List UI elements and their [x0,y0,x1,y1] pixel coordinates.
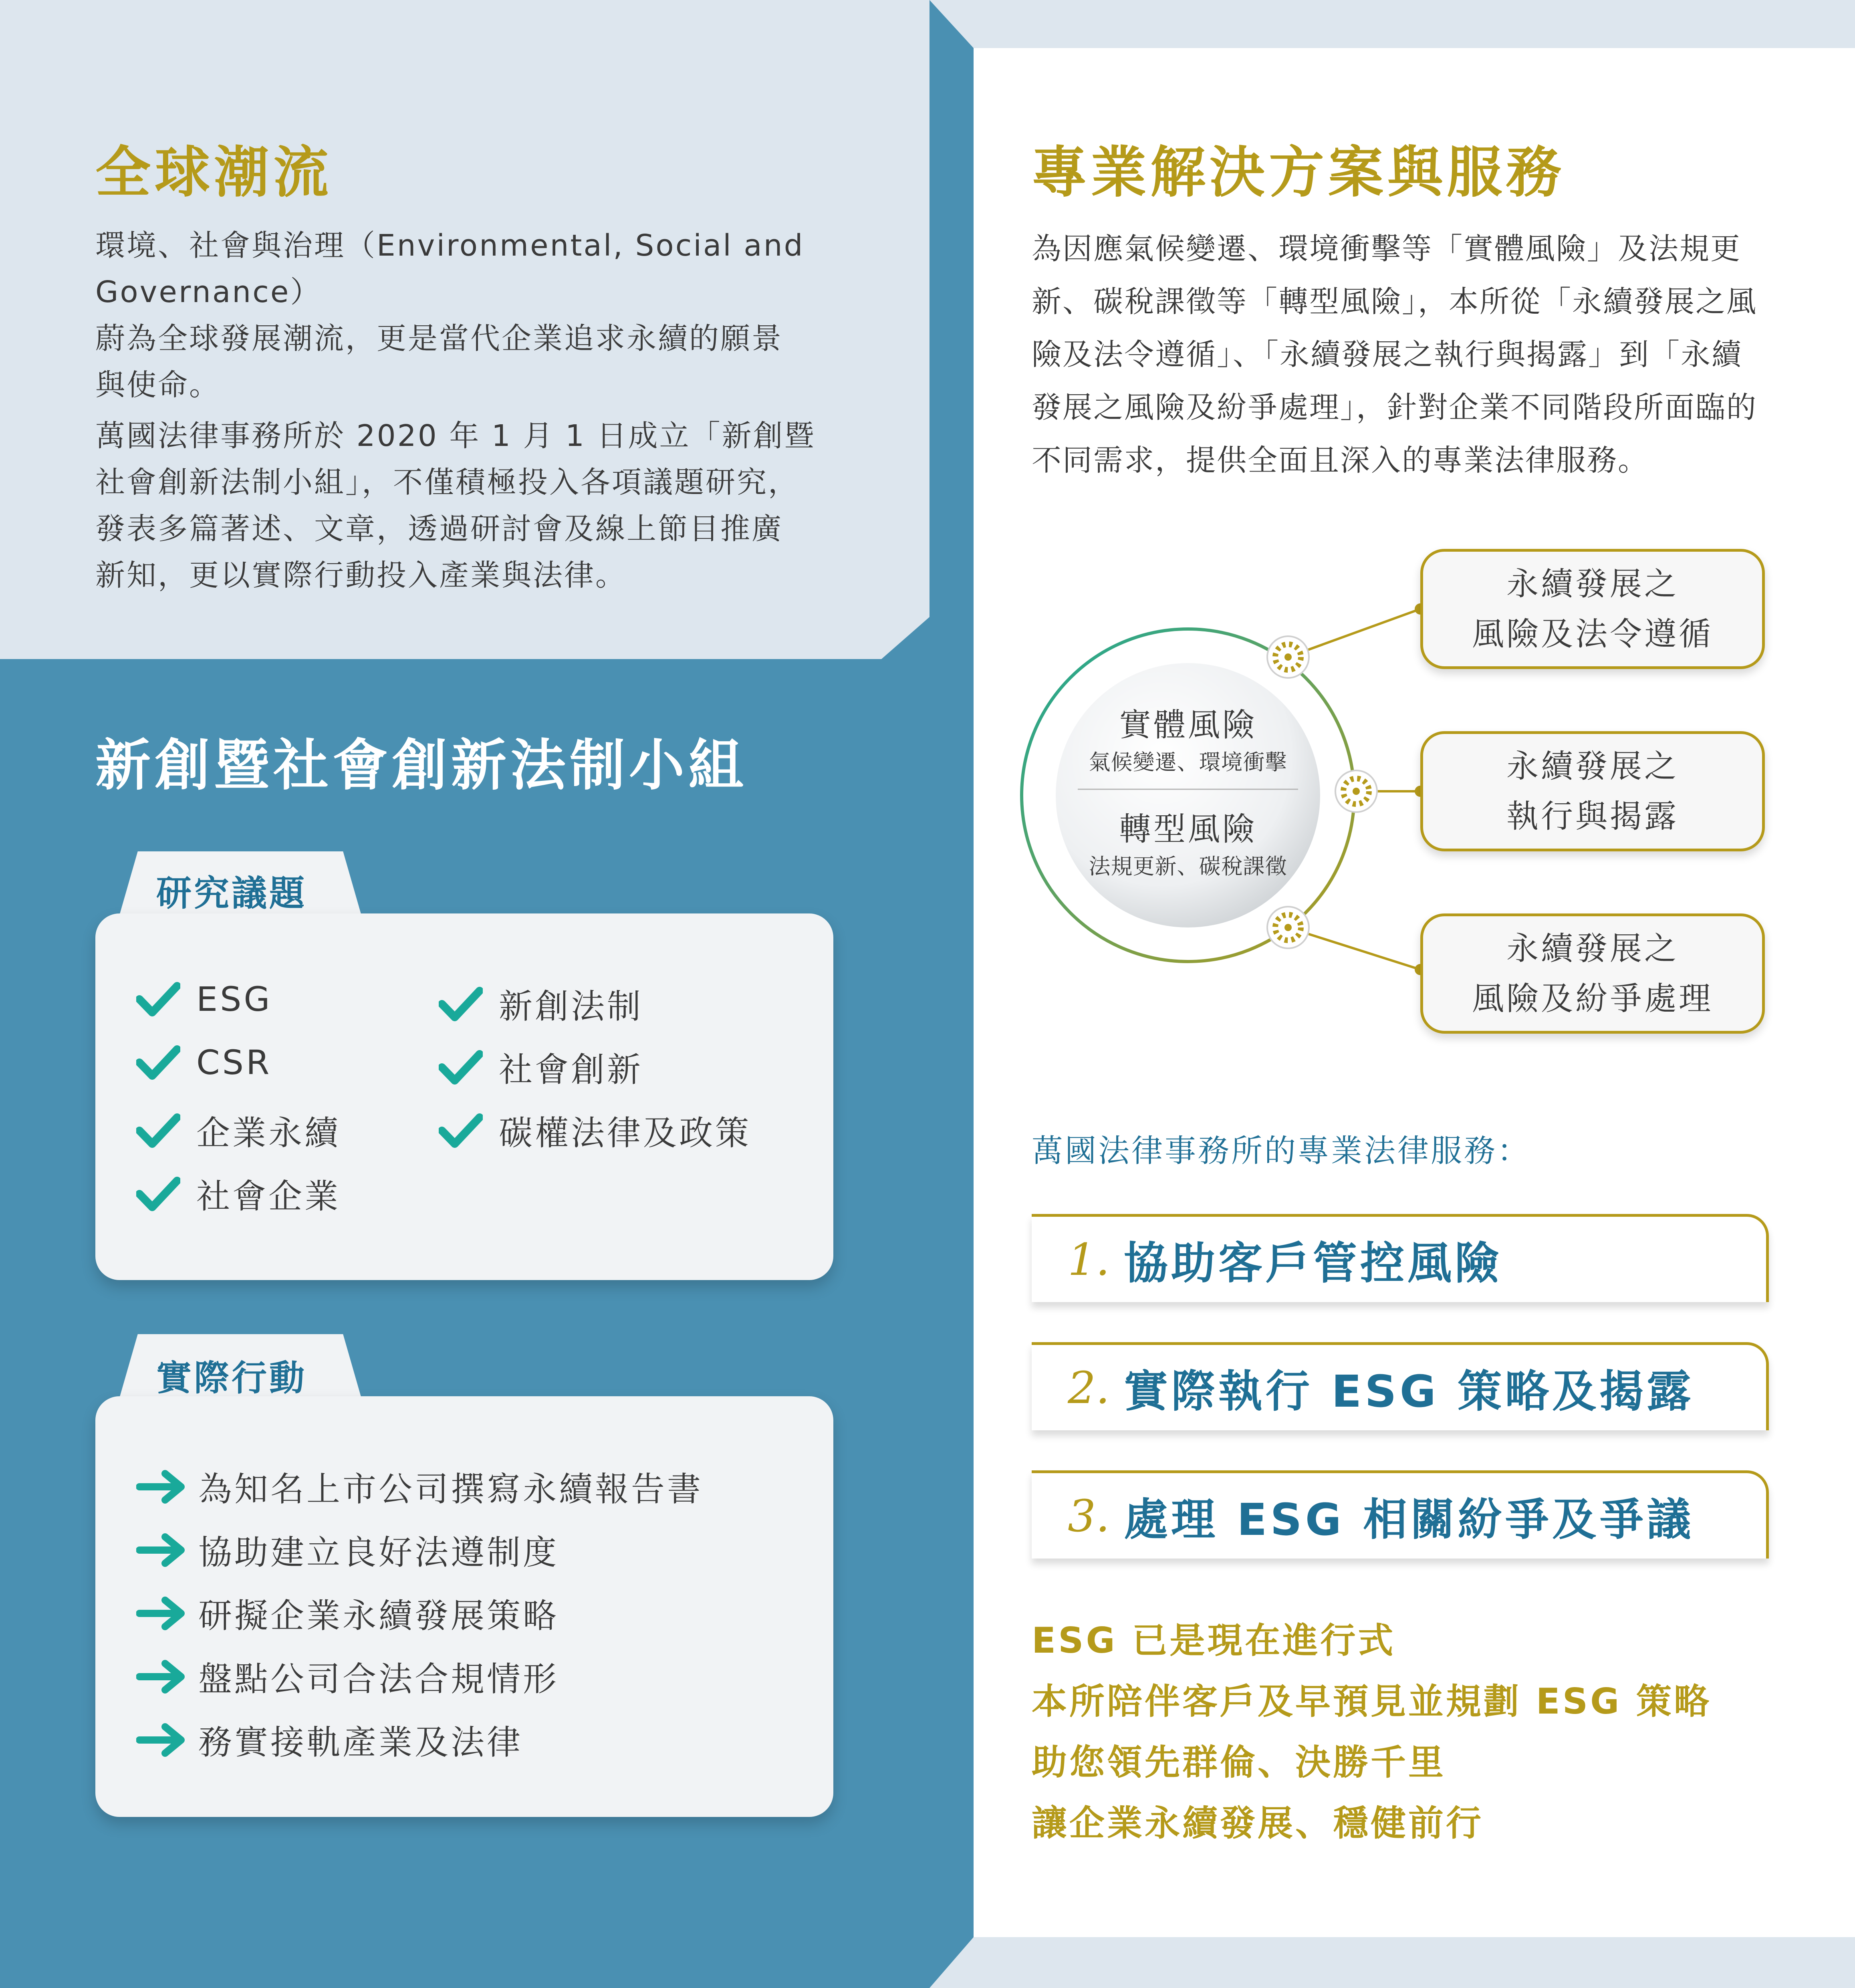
physical-risk-title: 實體風險 [1119,706,1257,744]
service-list-number: 3. [1068,1490,1110,1542]
closing-line: 本所陪伴客戶及早預見並規劃 ESG 策略 [1032,1681,1712,1722]
service-box-dispute [1420,913,1765,1034]
text-line: 社會創新法制小組」，不僅積極投入各項議題研究， [95,465,799,500]
service-list-number: 2. [1068,1362,1110,1413]
closing-line: ESG 已是現在進行式 [1032,1620,1396,1661]
box-line: 風險及法令遵循 [1472,615,1713,653]
box-line: 永續發展之 [1506,930,1679,967]
text-line: 環境、社會與治理（Environmental, Social and Governance） [95,228,805,309]
flower-icon [1335,770,1377,812]
action-item-label: 務實接軌產業及法律 [198,1723,523,1762]
text-line: 與使命。 [95,368,220,402]
service-list-item [1032,1470,1769,1559]
closing-line: 讓企業永續發展、穩健前行 [1032,1803,1484,1844]
box-line: 風險及紛爭處理 [1472,980,1713,1017]
physical-risk-block [1058,699,1318,776]
service-list-item [1032,1214,1769,1302]
team-title: 新創暨社會創新法制小組 [95,733,748,798]
service-list-text: 實際執行 ESG 策略及揭露 [1124,1365,1694,1417]
flower-icon [1267,636,1309,678]
service-list-number: 1. [1068,1234,1110,1285]
text-line: 新知，更以實際行動投入產業與法律。 [95,558,627,593]
box-line: 永續發展之 [1506,748,1679,785]
text-line: 新、碳稅課徵等「轉型風險」，本所從「永續發展之風 [1032,284,1757,319]
text-line: 為因應氣候變遷、環境衝擊等「實體風險」及法規更 [1032,232,1741,266]
service-list-text: 處理 ESG 相關紛爭及爭議 [1124,1494,1694,1545]
flower-icon [1267,907,1309,948]
box-line: 永續發展之 [1506,565,1679,603]
action-item-label: 盤點公司合法合規情形 [198,1659,559,1699]
action-item-label: 研擬企業永續發展策略 [198,1596,559,1635]
action-item-label: 為知名上市公司撰寫永續報告書 [198,1470,704,1509]
box-line: 執行與揭露 [1506,798,1679,835]
services-title: 專業解決方案與服務 [1032,140,1566,205]
transition-risk-block [1058,803,1318,880]
research-item-label: 社會創新 [499,1050,643,1089]
text-line: 發表多篇著述、文章，透過研討會及線上節目推廣 [95,512,783,546]
closing-line: 助您領先群倫、決勝千里 [1032,1742,1446,1783]
text-line: 萬國法律事務所於 2020 年 1 月 1 日成立「新創暨 [95,419,816,453]
physical-risk-subtitle: 氣候變遷、環境衝擊 [1089,750,1287,775]
service-list-text: 協助客戶管控風險 [1124,1237,1502,1289]
actions-tab-label: 實際行動 [156,1357,307,1399]
action-item-label: 協助建立良好法遵制度 [198,1533,559,1572]
service-box-disclosure [1420,731,1765,851]
text-line: 險及法令遵循」、「永續發展之執行與揭露」到「永續 [1032,337,1742,372]
services-subtitle: 萬國法律事務所的專業法律服務： [1032,1133,1531,1169]
service-list-item [1032,1342,1769,1430]
transition-risk-subtitle: 法規更新、碳稅課徵 [1089,854,1287,879]
research-item-label: 新創法制 [499,987,643,1026]
research-item-label: 社會企業 [196,1177,341,1216]
global-trend-title: 全球潮流 [95,140,333,205]
research-item-label: ESG [196,980,272,1019]
service-box-compliance [1420,549,1765,669]
text-line: 發展之風險及紛爭處理」，針對企業不同階段所面臨的 [1032,390,1757,425]
text-line: 不同需求，提供全面且深入的專業法律服務。 [1032,443,1649,478]
research-item-label: CSR [196,1043,272,1082]
transition-risk-title: 轉型風險 [1119,811,1257,848]
research-item-label: 企業永續 [196,1113,341,1153]
research-item-label: 碳權法律及政策 [499,1113,752,1153]
research-tab-label: 研究議題 [156,873,307,914]
text-line: 蔚為全球發展潮流，更是當代企業追求永續的願景 [95,321,783,356]
